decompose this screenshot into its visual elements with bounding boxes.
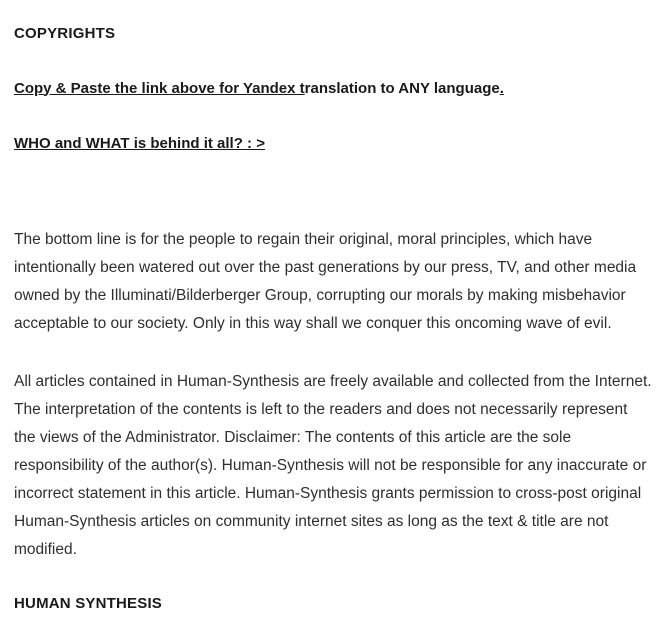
copy-paste-label[interactable]: Copy & Paste [14, 79, 115, 97]
who-and-what-wrapper [14, 133, 652, 190]
paragraph-bottom-line: The bottom line is for the people to regain their original, moral principles, which have intentionally been watered out over the past generations by our press, TV, and other media owned by the Illuminati/Bilderberger Group, corrupting our morals by making misbehavior acceptable to our society. Only in this way shall we conquer this oncoming wave of evil. [14, 230, 637, 332]
who-and-what-link[interactable]: WHO and WHAT is behind it all? : > [14, 134, 265, 152]
yandex-label[interactable]: for Yandex t [214, 79, 305, 97]
human-synthesis-heading: HUMAN SYNTHESIS [14, 594, 163, 612]
paragraph-disclaimer: All articles contained in Human-Synthesis are freely available and collected from the Internet. The interpretation of the contents is left to the readers and does not necessarily represent the views of the Administrator. Disclaimer: The contents of this article are the sole responsibility of the author(s). Human-Synthesis will not be responsible for any inaccurate or incorrect statement in this article. Human-Synthesis grants permission to cross-post original Human-Synthesis articles on community internet sites as long as the text & title are not modified. [14, 372, 652, 558]
link-above-label-a: the link above [114, 79, 215, 97]
link-line-period: . [499, 79, 504, 97]
copyrights-heading: COPYRIGHTS [14, 25, 116, 42]
translation-label: ranslation to ANY language [304, 79, 500, 97]
copy-paste-instruction-line [14, 78, 652, 99]
